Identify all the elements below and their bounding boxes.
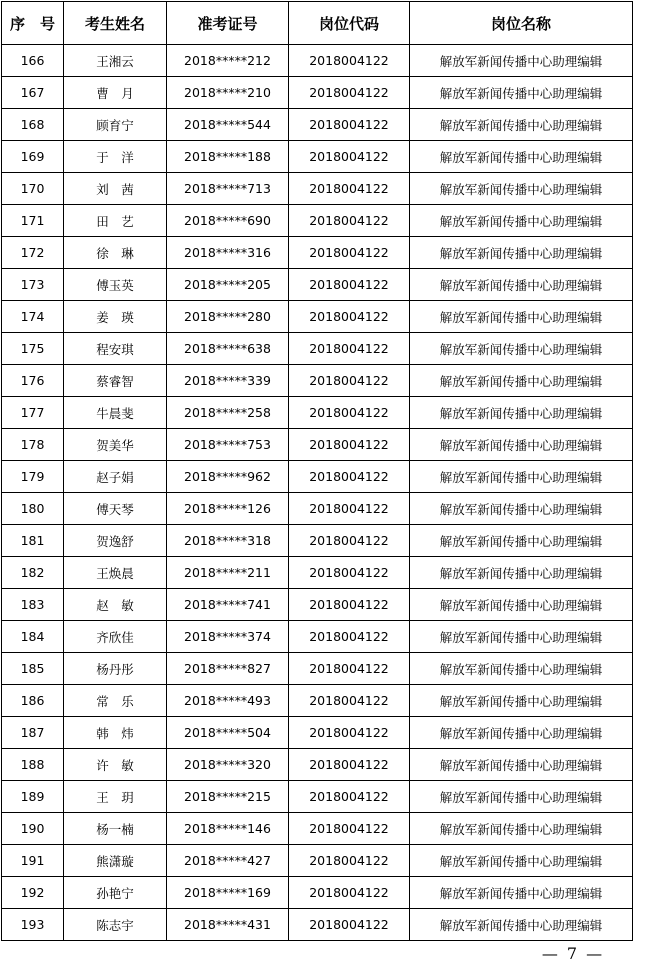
cell-position-code: 2018004122 [289, 909, 410, 941]
cell-exam-no: 2018*****320 [167, 749, 289, 781]
cell-position-name: 解放军新闻传播中心助理编辑 [410, 333, 633, 365]
cell-name: 徐 琳 [64, 237, 167, 269]
cell-position-name: 解放军新闻传播中心助理编辑 [410, 781, 633, 813]
cell-position-code: 2018004122 [289, 749, 410, 781]
table-row [2, 589, 633, 621]
cell-position-name: 解放军新闻传播中心助理编辑 [410, 589, 633, 621]
table-row [2, 109, 633, 141]
cell-position-code: 2018004122 [289, 397, 410, 429]
cell-exam-no: 2018*****544 [167, 109, 289, 141]
cell-position-name: 解放军新闻传播中心助理编辑 [410, 397, 633, 429]
cell-seq: 168 [2, 109, 64, 141]
cell-name: 牛晨斐 [64, 397, 167, 429]
cell-exam-no: 2018*****493 [167, 685, 289, 717]
table-row [2, 173, 633, 205]
cell-seq: 191 [2, 845, 64, 877]
cell-name: 程安琪 [64, 333, 167, 365]
cell-position-code: 2018004122 [289, 237, 410, 269]
table-row [2, 781, 633, 813]
cell-name: 齐欣佳 [64, 621, 167, 653]
cell-exam-no: 2018*****210 [167, 77, 289, 109]
cell-name: 许 敏 [64, 749, 167, 781]
cell-seq: 177 [2, 397, 64, 429]
cell-name: 蔡睿智 [64, 365, 167, 397]
cell-exam-no: 2018*****962 [167, 461, 289, 493]
table-row [2, 365, 633, 397]
cell-position-name: 解放军新闻传播中心助理编辑 [410, 365, 633, 397]
cell-position-name: 解放军新闻传播中心助理编辑 [410, 557, 633, 589]
cell-name: 赵子娟 [64, 461, 167, 493]
cell-position-code: 2018004122 [289, 525, 410, 557]
table-row [2, 461, 633, 493]
table-row [2, 269, 633, 301]
cell-position-code: 2018004122 [289, 653, 410, 685]
cell-seq: 169 [2, 141, 64, 173]
cell-position-code: 2018004122 [289, 365, 410, 397]
table-row [2, 717, 633, 749]
cell-seq: 190 [2, 813, 64, 845]
cell-name: 傅玉英 [64, 269, 167, 301]
cell-exam-no: 2018*****211 [167, 557, 289, 589]
cell-position-code: 2018004122 [289, 333, 410, 365]
cell-name: 王焕晨 [64, 557, 167, 589]
cell-position-code: 2018004122 [289, 141, 410, 173]
cell-seq: 181 [2, 525, 64, 557]
table-row [2, 653, 633, 685]
cell-exam-no: 2018*****169 [167, 877, 289, 909]
cell-position-code: 2018004122 [289, 493, 410, 525]
cell-position-name: 解放军新闻传播中心助理编辑 [410, 301, 633, 333]
cell-position-name: 解放军新闻传播中心助理编辑 [410, 813, 633, 845]
cell-seq: 187 [2, 717, 64, 749]
cell-seq: 188 [2, 749, 64, 781]
cell-name: 贺美华 [64, 429, 167, 461]
table-row [2, 909, 633, 941]
cell-exam-no: 2018*****215 [167, 781, 289, 813]
cell-position-code: 2018004122 [289, 45, 410, 77]
table-row [2, 813, 633, 845]
cell-position-code: 2018004122 [289, 301, 410, 333]
table-row [2, 685, 633, 717]
cell-position-name: 解放军新闻传播中心助理编辑 [410, 205, 633, 237]
table-row [2, 429, 633, 461]
cell-exam-no: 2018*****146 [167, 813, 289, 845]
cell-position-code: 2018004122 [289, 813, 410, 845]
cell-position-name: 解放军新闻传播中心助理编辑 [410, 429, 633, 461]
cell-position-code: 2018004122 [289, 685, 410, 717]
cell-position-code: 2018004122 [289, 173, 410, 205]
cell-seq: 189 [2, 781, 64, 813]
cell-exam-no: 2018*****126 [167, 493, 289, 525]
cell-exam-no: 2018*****638 [167, 333, 289, 365]
cell-exam-no: 2018*****690 [167, 205, 289, 237]
cell-exam-no: 2018*****280 [167, 301, 289, 333]
cell-name: 赵 敏 [64, 589, 167, 621]
cell-name: 于 洋 [64, 141, 167, 173]
cell-position-name: 解放军新闻传播中心助理编辑 [410, 749, 633, 781]
table-body [2, 45, 633, 941]
page-number: — 7 — [541, 944, 605, 963]
cell-position-code: 2018004122 [289, 461, 410, 493]
cell-name: 刘 茜 [64, 173, 167, 205]
table-row [2, 77, 633, 109]
table-row [2, 333, 633, 365]
cell-exam-no: 2018*****753 [167, 429, 289, 461]
cell-position-name: 解放军新闻传播中心助理编辑 [410, 269, 633, 301]
cell-exam-no: 2018*****713 [167, 173, 289, 205]
cell-name: 王 玥 [64, 781, 167, 813]
cell-exam-no: 2018*****318 [167, 525, 289, 557]
cell-position-name: 解放军新闻传播中心助理编辑 [410, 525, 633, 557]
cell-position-name: 解放军新闻传播中心助理编辑 [410, 685, 633, 717]
cell-position-code: 2018004122 [289, 109, 410, 141]
cell-exam-no: 2018*****339 [167, 365, 289, 397]
candidate-table [1, 1, 633, 941]
cell-exam-no: 2018*****427 [167, 845, 289, 877]
cell-seq: 185 [2, 653, 64, 685]
cell-name: 孙艳宁 [64, 877, 167, 909]
cell-exam-no: 2018*****316 [167, 237, 289, 269]
table-row [2, 45, 633, 77]
cell-position-name: 解放军新闻传播中心助理编辑 [410, 237, 633, 269]
header-name: 考生姓名 [64, 2, 167, 45]
cell-name: 陈志宇 [64, 909, 167, 941]
header-position-code: 岗位代码 [289, 2, 410, 45]
cell-exam-no: 2018*****827 [167, 653, 289, 685]
cell-position-name: 解放军新闻传播中心助理编辑 [410, 493, 633, 525]
cell-name: 韩 炜 [64, 717, 167, 749]
cell-name: 杨丹彤 [64, 653, 167, 685]
cell-name: 熊潇璇 [64, 845, 167, 877]
cell-exam-no: 2018*****188 [167, 141, 289, 173]
cell-seq: 175 [2, 333, 64, 365]
header-row [2, 2, 633, 45]
header-position-name: 岗位名称 [410, 2, 633, 45]
cell-exam-no: 2018*****431 [167, 909, 289, 941]
cell-position-name: 解放军新闻传播中心助理编辑 [410, 461, 633, 493]
cell-seq: 182 [2, 557, 64, 589]
cell-name: 田 艺 [64, 205, 167, 237]
table-row [2, 557, 633, 589]
cell-position-code: 2018004122 [289, 621, 410, 653]
cell-seq: 186 [2, 685, 64, 717]
cell-position-name: 解放军新闻传播中心助理编辑 [410, 717, 633, 749]
cell-name: 王湘云 [64, 45, 167, 77]
cell-exam-no: 2018*****741 [167, 589, 289, 621]
cell-exam-no: 2018*****258 [167, 397, 289, 429]
cell-position-code: 2018004122 [289, 845, 410, 877]
cell-seq: 178 [2, 429, 64, 461]
cell-name: 曹 月 [64, 77, 167, 109]
cell-position-name: 解放军新闻传播中心助理编辑 [410, 77, 633, 109]
table-row [2, 141, 633, 173]
cell-position-code: 2018004122 [289, 781, 410, 813]
cell-name: 贺逸舒 [64, 525, 167, 557]
cell-name: 杨一楠 [64, 813, 167, 845]
table-row [2, 205, 633, 237]
table-row [2, 877, 633, 909]
cell-position-name: 解放军新闻传播中心助理编辑 [410, 173, 633, 205]
cell-position-code: 2018004122 [289, 205, 410, 237]
cell-position-code: 2018004122 [289, 77, 410, 109]
cell-name: 姜 瑛 [64, 301, 167, 333]
cell-seq: 184 [2, 621, 64, 653]
cell-position-code: 2018004122 [289, 557, 410, 589]
cell-position-code: 2018004122 [289, 589, 410, 621]
cell-seq: 167 [2, 77, 64, 109]
cell-position-name: 解放军新闻传播中心助理编辑 [410, 653, 633, 685]
cell-name: 傅天琴 [64, 493, 167, 525]
cell-seq: 174 [2, 301, 64, 333]
cell-seq: 170 [2, 173, 64, 205]
cell-seq: 192 [2, 877, 64, 909]
header-exam-no: 准考证号 [167, 2, 289, 45]
cell-position-code: 2018004122 [289, 877, 410, 909]
cell-seq: 176 [2, 365, 64, 397]
cell-name: 顾育宁 [64, 109, 167, 141]
cell-position-code: 2018004122 [289, 269, 410, 301]
table-row [2, 493, 633, 525]
table-row [2, 621, 633, 653]
cell-exam-no: 2018*****212 [167, 45, 289, 77]
cell-position-name: 解放军新闻传播中心助理编辑 [410, 621, 633, 653]
cell-seq: 179 [2, 461, 64, 493]
cell-seq: 173 [2, 269, 64, 301]
cell-seq: 172 [2, 237, 64, 269]
cell-position-name: 解放军新闻传播中心助理编辑 [410, 877, 633, 909]
table-row [2, 749, 633, 781]
cell-seq: 183 [2, 589, 64, 621]
cell-position-name: 解放军新闻传播中心助理编辑 [410, 845, 633, 877]
cell-seq: 171 [2, 205, 64, 237]
table-row [2, 237, 633, 269]
cell-exam-no: 2018*****205 [167, 269, 289, 301]
cell-seq: 193 [2, 909, 64, 941]
cell-position-code: 2018004122 [289, 717, 410, 749]
table-row [2, 397, 633, 429]
table-row [2, 525, 633, 557]
cell-seq: 180 [2, 493, 64, 525]
cell-name: 常 乐 [64, 685, 167, 717]
cell-position-name: 解放军新闻传播中心助理编辑 [410, 141, 633, 173]
header-seq: 序 号 [2, 2, 64, 45]
cell-seq: 166 [2, 45, 64, 77]
cell-position-name: 解放军新闻传播中心助理编辑 [410, 909, 633, 941]
table-row [2, 301, 633, 333]
cell-position-name: 解放军新闻传播中心助理编辑 [410, 45, 633, 77]
cell-position-code: 2018004122 [289, 429, 410, 461]
cell-position-name: 解放军新闻传播中心助理编辑 [410, 109, 633, 141]
cell-exam-no: 2018*****374 [167, 621, 289, 653]
table-row [2, 845, 633, 877]
cell-exam-no: 2018*****504 [167, 717, 289, 749]
